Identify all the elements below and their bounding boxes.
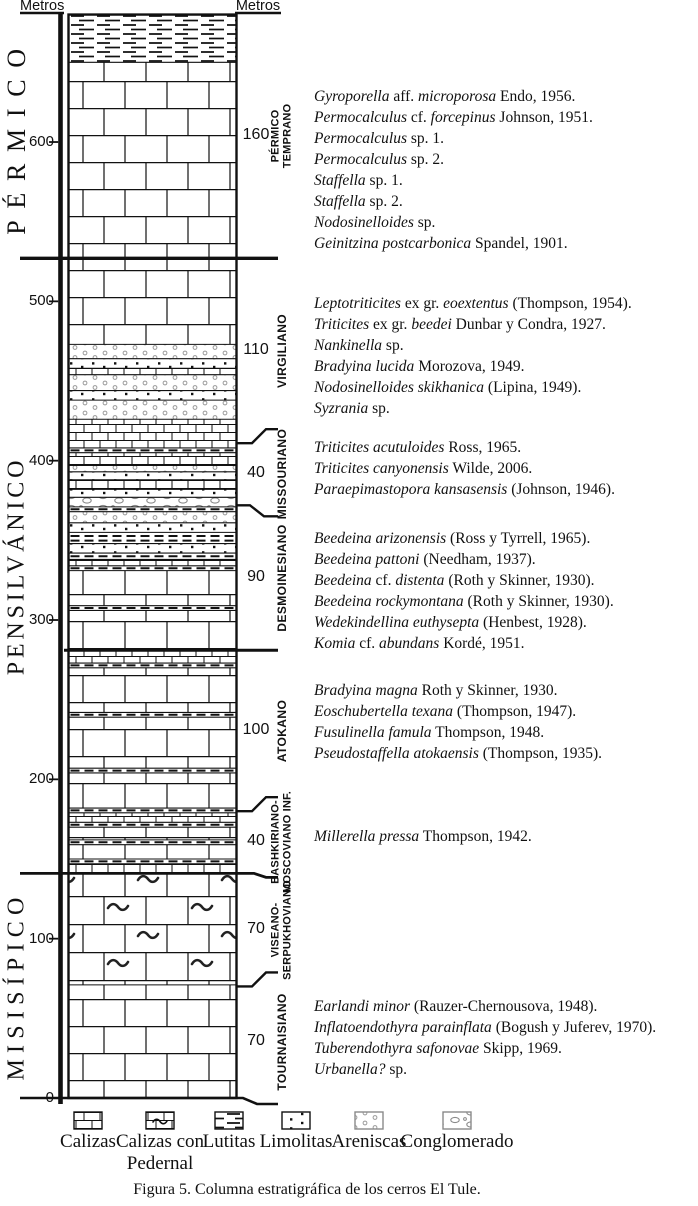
fossil-line <box>314 722 698 743</box>
fossil-line <box>314 191 698 212</box>
fossil-line <box>314 1038 698 1059</box>
legend-label-line: Areniscas <box>331 1131 407 1152</box>
fossil-line <box>314 612 698 633</box>
axis-unit-label-left: Metros <box>20 0 65 14</box>
stage-label-line: BASHKIRIANO- <box>269 800 282 885</box>
fossil-line <box>314 377 698 398</box>
stage-label-line: TEMPRANO <box>281 104 293 169</box>
taxon-name: Wedekindellina euthysepta <box>314 614 480 631</box>
unit-limolitas <box>69 391 237 401</box>
taxon-name: Millerella pressa <box>314 828 420 845</box>
period-label-pensilvanico: PENSILVÁNICO <box>3 456 30 676</box>
taxon-name: forcepinus <box>430 109 496 126</box>
taxon-name: Syzrania <box>314 400 369 417</box>
stage-label-bashkiriano_moscoviano <box>271 791 294 893</box>
legend-label-line: Calizas <box>60 1131 116 1152</box>
unit-lutitas <box>69 15 237 63</box>
unit-calizas <box>69 717 237 768</box>
taxon-authority: Skipp, 1969. <box>479 1040 562 1057</box>
fossil-list-atokano <box>314 680 698 764</box>
taxon-authority: Johnson, 1951. <box>495 109 593 126</box>
fossil-line <box>314 479 698 500</box>
fossil-list-tournaisiano <box>314 996 698 1080</box>
thickness-label-missouriano: 40 <box>247 464 265 482</box>
taxon-authority: (Bogush y Juferev, 1970). <box>491 1019 657 1036</box>
unit-calizas <box>69 453 237 466</box>
legend-swatch-conglomerado <box>443 1112 471 1129</box>
depth-tick-label-500: 500 <box>28 292 54 310</box>
thickness-label-atokano: 100 <box>242 720 270 738</box>
stage-label-line: VIRGILIANO <box>275 313 289 388</box>
stage-label-line: ATOKANO <box>275 699 289 762</box>
taxon-name: Beedeina arizonensis <box>314 530 447 547</box>
stage-label-line: SERPUKHOVIANO <box>281 880 293 980</box>
taxon-name: Staffella <box>314 172 366 189</box>
fossil-list-bashkiriano_moscoviano <box>314 826 698 847</box>
taxon-authority: (Ross y Tyrrell, 1965). <box>446 530 591 547</box>
taxon-authority: (Thompson, 1954). <box>508 295 632 312</box>
unit-calizas <box>69 571 237 606</box>
taxon-name: Nodosinelloides <box>314 214 414 231</box>
taxon-name: Nankinella <box>314 337 383 354</box>
taxon-authority: (Needham, 1937). <box>419 551 536 568</box>
fossil-line <box>314 314 698 335</box>
unit-limolitas <box>69 472 237 480</box>
fossil-line <box>314 1017 698 1038</box>
stage-label-line: DESMOINESIANO <box>275 524 289 632</box>
taxon-authority: aff. <box>389 88 419 105</box>
legend-label-line: Pedernal <box>126 1153 194 1174</box>
fossil-line <box>314 107 698 128</box>
fossil-line <box>314 149 698 170</box>
taxon-authority: Spandel, 1901. <box>471 235 568 252</box>
fossil-line <box>314 633 698 654</box>
unit-calizas_pedernal <box>69 873 237 985</box>
fossil-line <box>314 128 698 149</box>
taxon-name: Triticites canyonensis <box>314 460 449 477</box>
taxon-authority: (Rauzer-Chernousova, 1948). <box>410 998 598 1015</box>
axis-unit-label-right: Metros <box>235 0 281 14</box>
thickness-label-desmoinesiano: 90 <box>247 567 265 585</box>
fossil-line <box>314 458 698 479</box>
fossil-line <box>314 356 698 377</box>
depth-tick-label-400: 400 <box>28 451 54 469</box>
taxon-authority: Dunbar y Condra, 1927. <box>451 316 606 333</box>
taxon-name: microporosa <box>418 88 497 105</box>
taxon-name: Gyroporella <box>314 88 390 105</box>
fossil-list-missouriano <box>314 437 698 500</box>
taxon-authority: sp. <box>368 400 390 417</box>
stage-label-tournaisiano <box>275 994 289 1091</box>
depth-tick-label-300: 300 <box>28 611 54 628</box>
stage-label-missouriano <box>275 429 289 519</box>
figure-caption: Figura 5. Columna estratigráfica de los cerros El Tule. <box>133 1181 481 1198</box>
taxon-authority: Ross, 1965. <box>444 439 522 456</box>
depth-tick-label-600: 600 <box>28 133 54 151</box>
unit-areniscas <box>69 512 237 523</box>
taxon-name: Geinitzina postcarbonica <box>314 235 472 252</box>
taxon-authority: Thompson, 1942. <box>419 828 532 845</box>
legend-swatch-areniscas <box>355 1112 383 1129</box>
thickness-label-viseano_serpukhoviano: 70 <box>247 919 265 937</box>
stage-label-line: MOSCOVIANO INF. <box>281 791 293 894</box>
taxon-name: Earlandi minor <box>314 998 411 1015</box>
taxon-name: Nodosinelloides skikhanica <box>314 379 485 396</box>
unit-areniscas <box>69 400 237 419</box>
fossil-list-virgiliano <box>314 293 698 419</box>
fossil-line <box>314 170 698 191</box>
taxon-name: Fusulinella famula <box>314 724 432 741</box>
stage-label-line: PÉRMICO <box>269 110 282 163</box>
taxon-name: eoextentus <box>443 295 509 312</box>
taxon-authority: (Thompson, 1947). <box>453 703 577 720</box>
unit-calizas <box>69 480 237 490</box>
taxon-authority: (Roth y Skinner, 1930). <box>463 593 614 610</box>
taxon-name: Beedeina pattoni <box>314 551 420 568</box>
taxon-name: Tuberendothyra safonovae <box>314 1040 480 1057</box>
fossil-line <box>314 743 698 764</box>
unit-calizas <box>69 813 237 823</box>
taxon-authority: sp. <box>385 1061 408 1078</box>
legend-swatch-limolitas <box>282 1112 310 1129</box>
taxon-name: abundans <box>379 635 440 652</box>
fossil-line <box>314 996 698 1017</box>
legend-swatch-calizas <box>74 1112 102 1129</box>
unit-calizas <box>69 845 237 859</box>
legend-label-line: Lutitas <box>202 1131 256 1152</box>
period-label-permico: PÉRMICO <box>2 37 31 236</box>
stage-boundary-step-up <box>237 429 278 443</box>
fossil-line <box>314 233 698 254</box>
stage-label-atokano <box>275 700 289 762</box>
depth-tick-label-0: 0 <box>45 1089 54 1106</box>
stage-label-virgiliano <box>275 314 289 388</box>
taxon-name: Triticites <box>314 316 370 333</box>
stage-boundary-step-down <box>237 505 278 516</box>
taxon-name: Leptotriticites <box>314 295 401 312</box>
taxon-authority: sp. 1. <box>406 130 445 147</box>
unit-limolitas <box>69 359 237 369</box>
fossil-line <box>314 1059 698 1080</box>
taxon-name: Permocalculus <box>314 109 407 126</box>
unit-calizas <box>69 985 237 1098</box>
fossil-line <box>314 293 698 314</box>
fossil-line <box>314 398 698 419</box>
taxon-authority: (Johnson, 1946). <box>507 481 615 498</box>
fossil-line <box>314 680 698 701</box>
fossil-line <box>314 591 698 612</box>
unit-calizas <box>69 610 237 650</box>
legend-label-line: Conglomerado <box>400 1131 514 1152</box>
taxon-authority: Kordé, 1951. <box>439 635 525 652</box>
fossil-line <box>314 549 698 570</box>
unit-lutitas <box>69 532 237 543</box>
legend-label-line: Calizas con <box>115 1131 205 1152</box>
thickness-label-bashkiriano_moscoviano: 40 <box>247 832 265 850</box>
depth-tick-label-100: 100 <box>28 929 54 947</box>
taxon-authority: ex gr. <box>400 295 444 312</box>
thickness-label-permico_temprano: 160 <box>242 126 270 144</box>
taxon-authority: sp. 2. <box>406 151 445 168</box>
unit-conglomerado <box>69 497 237 507</box>
legend-label-conglomerado <box>387 1131 527 1153</box>
stage-label-permico_temprano <box>271 104 294 169</box>
stage-label-desmoinesiano <box>275 524 289 631</box>
taxon-name: Triticites acutuloides <box>314 439 445 456</box>
fossil-list-permico_temprano <box>314 86 698 254</box>
taxon-name: Permocalculus <box>314 151 407 168</box>
taxon-authority: (Thompson, 1935). <box>478 745 603 762</box>
taxon-name: Pseudostaffella atokaensis <box>314 745 479 762</box>
taxon-name: Urbanella? <box>314 1061 386 1078</box>
taxon-name: Eoschubertella texana <box>314 703 454 720</box>
period-label-misisipico: MISISÍPICO <box>3 891 30 1081</box>
taxon-name: Komia <box>314 635 356 652</box>
stage-label-line: TOURNAISIANO <box>275 993 289 1091</box>
stage-label-viseano_serpukhoviano <box>271 880 294 980</box>
taxon-authority: sp. <box>382 337 404 354</box>
stage-label-line: MISSOURIANO <box>275 429 289 520</box>
taxon-authority: Roth y Skinner, 1930. <box>417 682 558 699</box>
taxon-name: Bradyina magna <box>314 682 418 699</box>
unit-calizas <box>69 650 237 663</box>
unit-calizas <box>69 864 237 874</box>
unit-calizas <box>69 773 237 808</box>
taxon-authority: sp. 1. <box>365 172 403 189</box>
taxon-name: Paraepimastopora kansasensis <box>314 481 508 498</box>
taxon-authority: ex gr. <box>369 316 412 333</box>
fossil-line <box>314 701 698 722</box>
taxon-authority: (Henbest, 1928). <box>479 614 587 631</box>
taxon-authority: Thompson, 1948. <box>431 724 545 741</box>
taxon-name: Bradyina lucida <box>314 358 415 375</box>
taxon-authority: Morozova, 1949. <box>414 358 525 375</box>
meters-ruler-bar <box>58 13 63 1104</box>
taxon-authority: sp. 2. <box>365 193 403 210</box>
taxon-name: beedei <box>411 316 452 333</box>
unit-calizas <box>69 419 237 448</box>
taxon-name: Beedeina rockymontana <box>314 593 464 610</box>
unit-limolitas <box>69 489 237 497</box>
taxon-authority: cf. <box>371 572 396 589</box>
taxon-name: Inflatoendothyra parainflata <box>314 1019 492 1036</box>
taxon-authority: (Roth y Skinner, 1930). <box>444 572 595 589</box>
unit-calizas <box>69 668 237 713</box>
fossil-line <box>314 528 698 549</box>
stage-label-line: VISEANO- <box>269 902 282 958</box>
unit-calizas <box>69 62 237 344</box>
fossil-list-desmoinesiano <box>314 528 698 654</box>
fossil-line <box>314 826 698 847</box>
fossil-line <box>314 335 698 356</box>
unit-calizas <box>69 559 237 565</box>
taxon-name: Permocalculus <box>314 130 407 147</box>
unit-limolitas <box>69 523 237 533</box>
legend-swatch-lutitas <box>215 1112 243 1129</box>
fossil-line <box>314 437 698 458</box>
taxon-authority: cf. <box>406 109 431 126</box>
unit-areniscas <box>69 465 237 471</box>
unit-areniscas <box>69 344 237 358</box>
unit-limolitas <box>69 544 237 554</box>
depth-tick-label-200: 200 <box>28 770 54 788</box>
taxon-authority: (Lipina, 1949). <box>484 379 582 396</box>
thickness-label-tournaisiano: 70 <box>247 1032 265 1050</box>
taxon-name: distenta <box>395 572 445 589</box>
taxon-authority: Endo, 1956. <box>496 88 576 105</box>
taxon-authority: Wilde, 2006. <box>448 460 533 477</box>
taxon-name: Beedeina <box>314 572 372 589</box>
taxon-authority: cf. <box>355 635 380 652</box>
taxon-name: Staffella <box>314 193 366 210</box>
fossil-line <box>314 570 698 591</box>
thickness-label-virgiliano: 110 <box>243 340 269 358</box>
unit-areniscas <box>69 375 237 391</box>
unit-calizas <box>69 368 237 374</box>
legend-label-line: Limolitas <box>259 1131 333 1152</box>
fossil-line <box>314 86 698 107</box>
unit-calizas <box>69 827 237 840</box>
taxon-authority: sp. <box>413 214 436 231</box>
fossil-line <box>314 212 698 233</box>
